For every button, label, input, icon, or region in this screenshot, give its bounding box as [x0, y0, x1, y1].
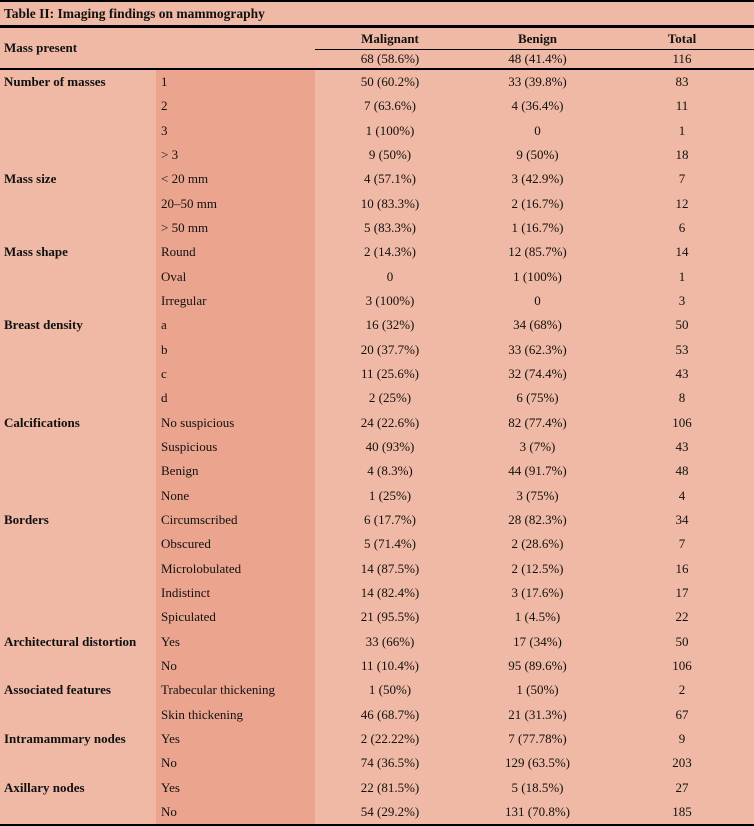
table-row	[0, 532, 754, 556]
category-cell	[0, 289, 156, 313]
total-cell: 4	[678, 487, 686, 503]
benign-cell: 6 (75%)	[516, 390, 559, 406]
total-cell: 11	[675, 98, 689, 114]
mass-present-benign-value: 48 (41.4%)	[508, 51, 567, 66]
subcategory-cell: > 50 mm	[156, 216, 315, 240]
benign-cell: 1 (100%)	[513, 268, 562, 284]
category-cell	[0, 143, 156, 167]
subcategory-cell: < 20 mm	[156, 167, 315, 191]
category-cell: Borders	[4, 511, 49, 527]
malignant-cell: 14 (82.4%)	[360, 584, 420, 600]
total-cell: 106	[672, 657, 692, 673]
malignant-cell: 4 (57.1%)	[364, 171, 416, 187]
malignant-cell: 50 (60.2%)	[360, 74, 420, 90]
category-cell: Breast density	[4, 317, 83, 333]
table-row	[0, 727, 754, 751]
malignant-cell: 74 (36.5%)	[360, 755, 420, 771]
malignant-cell: 1 (100%)	[365, 122, 415, 138]
benign-cell: 0	[534, 293, 541, 309]
subcategory-cell: b	[156, 338, 315, 362]
header-col-malignant: Malignant	[361, 30, 419, 46]
malignant-cell: 2 (25%)	[368, 390, 412, 406]
category-cell	[0, 605, 156, 629]
benign-cell: 44 (91.7%)	[508, 463, 567, 479]
subcategory-cell: Obscured	[156, 532, 315, 556]
header-col-total: Total	[667, 30, 697, 46]
table-row	[0, 581, 754, 605]
subcategory-cell: c	[156, 362, 315, 386]
subcategory-cell: Yes	[156, 629, 315, 653]
subcategory-cell: 3	[156, 119, 315, 143]
table-header	[0, 28, 754, 68]
table-row	[0, 94, 754, 118]
total-cell: 22	[675, 609, 689, 625]
table-row	[0, 192, 754, 216]
table-row	[0, 751, 754, 775]
benign-cell: 32 (74.4%)	[508, 366, 567, 382]
subcategory-cell: Yes	[156, 727, 315, 751]
benign-cell: 7 (77.78%)	[508, 730, 567, 746]
benign-cell: 33 (39.8%)	[508, 74, 567, 90]
table-row	[0, 605, 754, 629]
subcategory-cell: Skin thickening	[156, 702, 315, 726]
category-cell	[0, 581, 156, 605]
table-row	[0, 556, 754, 580]
subcategory-cell: No	[156, 751, 315, 775]
total-cell: 67	[675, 706, 689, 722]
mass-present-total-value: 116	[672, 51, 692, 66]
malignant-cell: 40 (93%)	[365, 438, 415, 454]
malignant-cell: 11 (25.6%)	[360, 366, 419, 382]
category-cell: Associated features	[4, 682, 111, 698]
category-cell: Axillary nodes	[4, 779, 85, 795]
malignant-cell: 2 (22.22%)	[360, 730, 420, 746]
subcategory-cell: 1	[156, 70, 315, 94]
table-row	[0, 386, 754, 410]
total-cell: 2	[678, 682, 686, 698]
category-cell	[0, 702, 156, 726]
subcategory-cell: Yes	[156, 775, 315, 799]
subcategory-cell: a	[156, 313, 315, 337]
table-row	[0, 775, 754, 799]
benign-cell: 0	[534, 122, 541, 138]
category-cell	[0, 192, 156, 216]
malignant-cell: 33 (66%)	[365, 633, 415, 649]
category-cell	[0, 265, 156, 289]
malignant-cell: 5 (83.3%)	[364, 220, 416, 236]
malignant-cell: 22 (81.5%)	[360, 779, 420, 795]
benign-cell: 17 (34%)	[513, 633, 562, 649]
total-cell: 7	[678, 171, 686, 187]
table-body	[0, 70, 754, 824]
benign-cell: 3 (42.9%)	[511, 171, 564, 187]
benign-cell: 2 (12.5%)	[511, 560, 564, 576]
total-cell: 53	[675, 341, 689, 357]
category-cell	[0, 483, 156, 507]
header-mass-present: Mass present	[4, 40, 78, 55]
benign-cell: 33 (62.3%)	[508, 341, 567, 357]
category-cell	[0, 459, 156, 483]
table-row	[0, 678, 754, 702]
total-cell: 18	[675, 147, 689, 163]
malignant-cell: 14 (87.5%)	[360, 560, 420, 576]
table-row	[0, 313, 754, 337]
malignant-cell: 11 (10.4%)	[360, 657, 419, 673]
category-cell: Intramammary nodes	[4, 730, 126, 746]
benign-cell: 1 (50%)	[516, 682, 559, 698]
malignant-cell: 2 (14.3%)	[364, 244, 416, 260]
total-cell: 12	[675, 195, 689, 211]
benign-cell: 82 (77.4%)	[508, 414, 567, 430]
benign-cell: 3 (7%)	[519, 438, 556, 454]
total-cell: 27	[675, 779, 689, 795]
malignant-cell: 54 (29.2%)	[360, 803, 420, 819]
malignant-cell: 9 (50%)	[368, 147, 412, 163]
total-cell: 50	[675, 633, 689, 649]
category-cell	[0, 119, 156, 143]
total-cell: 185	[672, 803, 692, 819]
category-cell	[0, 338, 156, 362]
total-cell: 8	[678, 390, 686, 406]
subcategory-cell: Trabecular thickening	[156, 678, 315, 702]
header-mass-present-values	[315, 50, 754, 68]
table-row	[0, 362, 754, 386]
total-cell: 1	[678, 122, 686, 138]
subcategory-cell: Indistinct	[156, 581, 315, 605]
benign-cell: 1 (16.7%)	[511, 220, 564, 236]
table-row	[0, 508, 754, 532]
benign-cell: 21 (31.3%)	[508, 706, 567, 722]
benign-cell: 28 (82.3%)	[508, 511, 567, 527]
subcategory-cell: > 3	[156, 143, 315, 167]
total-cell: 83	[675, 74, 689, 90]
total-cell: 3	[678, 293, 686, 309]
subcategory-cell: Spiculated	[156, 605, 315, 629]
category-cell: Mass shape	[4, 244, 68, 260]
category-cell: Number of masses	[4, 74, 106, 90]
subcategory-cell: 2	[156, 94, 315, 118]
table-row	[0, 702, 754, 726]
table-row	[0, 216, 754, 240]
total-cell: 1	[678, 268, 686, 284]
table-row	[0, 167, 754, 191]
malignant-cell: 10 (83.3%)	[360, 195, 420, 211]
malignant-cell: 4 (8.3%)	[367, 463, 413, 479]
category-cell	[0, 654, 156, 678]
table-row	[0, 265, 754, 289]
category-cell	[0, 386, 156, 410]
table-row	[0, 143, 754, 167]
benign-cell: 3 (17.6%)	[511, 584, 564, 600]
category-cell	[0, 800, 156, 824]
benign-cell: 4 (36.4%)	[511, 98, 564, 114]
benign-cell: 34 (68%)	[513, 317, 562, 333]
subcategory-cell: Round	[156, 240, 315, 264]
category-cell	[0, 435, 156, 459]
malignant-cell: 24 (22.6%)	[360, 414, 420, 430]
category-cell	[0, 94, 156, 118]
total-cell: 48	[675, 463, 689, 479]
table-row	[0, 800, 754, 824]
category-cell: Architectural distortion	[4, 633, 137, 649]
total-cell: 106	[672, 414, 692, 430]
total-cell: 7	[678, 536, 686, 552]
benign-cell: 129 (63.5%)	[505, 755, 570, 771]
table-row	[0, 411, 754, 435]
table-row	[0, 338, 754, 362]
total-cell: 203	[672, 755, 692, 771]
category-cell	[0, 362, 156, 386]
benign-cell: 131 (70.8%)	[505, 803, 570, 819]
total-cell: 17	[675, 584, 689, 600]
benign-cell: 3 (75%)	[516, 487, 559, 503]
table-row	[0, 483, 754, 507]
subcategory-cell: No	[156, 800, 315, 824]
total-cell: 50	[675, 317, 689, 333]
subcategory-cell: Irregular	[156, 289, 315, 313]
table-row	[0, 70, 754, 94]
subcategory-cell: Circumscribed	[156, 508, 315, 532]
table-row	[0, 459, 754, 483]
subcategory-cell: Microlobulated	[156, 556, 315, 580]
benign-cell: 1 (4.5%)	[514, 609, 561, 625]
subcategory-cell: None	[156, 483, 315, 507]
header-column-labels	[315, 28, 754, 50]
category-cell	[0, 532, 156, 556]
total-cell: 9	[678, 730, 686, 746]
table-row	[0, 240, 754, 264]
benign-cell: 2 (28.6%)	[511, 536, 564, 552]
total-cell: 6	[678, 220, 686, 236]
malignant-cell: 16 (32%)	[365, 317, 415, 333]
subcategory-cell: d	[156, 386, 315, 410]
table-row	[0, 289, 754, 313]
category-cell	[0, 216, 156, 240]
category-cell: Calcifications	[4, 414, 80, 430]
subcategory-cell: 20–50 mm	[156, 192, 315, 216]
malignant-cell: 46 (68.7%)	[360, 706, 420, 722]
malignant-cell: 5 (71.4%)	[364, 536, 416, 552]
table-row	[0, 629, 754, 653]
benign-cell: 9 (50%)	[516, 147, 559, 163]
malignant-cell: 0	[386, 268, 394, 284]
category-cell: Mass size	[4, 171, 57, 187]
total-cell: 16	[675, 560, 689, 576]
malignant-cell: 3 (100%)	[365, 293, 415, 309]
table-row	[0, 654, 754, 678]
subcategory-cell: No	[156, 654, 315, 678]
benign-cell: 95 (89.6%)	[508, 657, 567, 673]
table-row	[0, 119, 754, 143]
subcategory-cell: Oval	[156, 265, 315, 289]
total-cell: 14	[675, 244, 689, 260]
malignant-cell: 7 (63.6%)	[364, 98, 416, 114]
malignant-cell: 6 (17.7%)	[364, 511, 416, 527]
header-right	[315, 28, 754, 68]
benign-cell: 2 (16.7%)	[511, 195, 564, 211]
category-cell	[0, 556, 156, 580]
malignant-cell: 21 (95.5%)	[360, 609, 420, 625]
total-cell: 34	[675, 511, 689, 527]
table-title: Table II: Imaging findings on mammography	[4, 5, 265, 21]
subcategory-cell: Suspicious	[156, 435, 315, 459]
total-cell: 43	[675, 438, 689, 454]
benign-cell: 12 (85.7%)	[508, 244, 567, 260]
malignant-cell: 1 (50%)	[368, 682, 412, 698]
subcategory-cell: Benign	[156, 459, 315, 483]
subcategory-cell: No suspicious	[156, 411, 315, 435]
malignant-cell: 1 (25%)	[368, 487, 412, 503]
header-col-benign: Benign	[517, 30, 557, 46]
category-cell	[0, 751, 156, 775]
table-row	[0, 435, 754, 459]
benign-cell: 5 (18.5%)	[511, 779, 564, 795]
mass-present-malignant-value: 68 (58.6%)	[360, 51, 420, 66]
malignant-cell: 20 (37.7%)	[360, 341, 420, 357]
total-cell: 43	[675, 366, 689, 382]
